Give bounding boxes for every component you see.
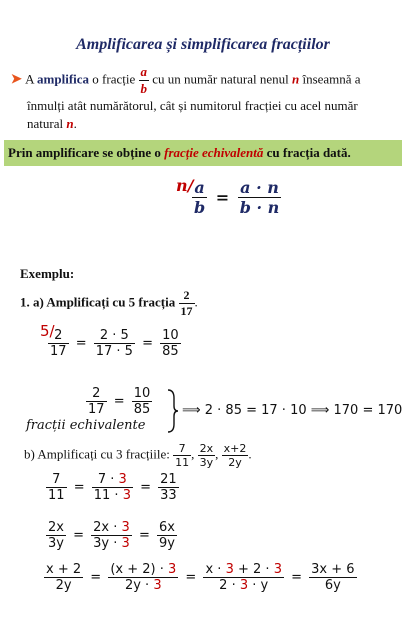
definition-band [4, 140, 402, 166]
calc3-mid-num-b: 3 [121, 520, 130, 535]
calc4-m2-num-d: 3 [273, 562, 282, 577]
ex1b-f1-den: 11 [175, 456, 190, 469]
calc3-mid-num-a: 2x · [93, 520, 118, 535]
calc4-mid-1 [108, 562, 178, 593]
ex1b-prefix: b) Amplificați cu 3 fracțiile: [24, 446, 170, 462]
band-rest: cu fracția dată. [266, 145, 351, 160]
calc3-lhs [46, 520, 66, 551]
ex1b-end: . [248, 446, 252, 462]
ex1a-dot: . [194, 294, 198, 310]
intro-after-frac: cu un număr natural nenul [152, 71, 289, 87]
intro-n-2: n [66, 116, 74, 131]
calc4-m2-num-c: + 2 · [237, 562, 270, 577]
calc1-superscript: 5/ [40, 322, 55, 340]
equiv-r-num: 10 [133, 386, 151, 401]
ex1b-f3-num: x+2 [223, 442, 247, 455]
ex1b-f2-num: 2x [199, 442, 214, 455]
intro-inseamna: înseamnă a [302, 71, 361, 87]
formula-lhs-den: b [194, 198, 206, 217]
calc3-mid-den-b: 3 [121, 536, 130, 551]
calc-2: $\frac{7}{11}$ = $\frac{7 \cdot 3}{11 \cdot 3}$ = $\frac{21}{33}$ [48, 472, 177, 503]
calc4-num: x + 2 [46, 562, 82, 577]
calc4-m2-num-a: x · [205, 562, 222, 577]
ex1a-den: 17 [180, 304, 193, 318]
calc3-mid-den-a: 3y · [93, 536, 118, 551]
intro-line3-text: natural [27, 116, 64, 131]
calc1-res-num: 10 [162, 328, 179, 343]
calc4-res-num: 3x + 6 [311, 562, 355, 577]
calc-1: 5/ $\frac{2}{17}$ = $\frac{2 \cdot 5}{17 \cdot 5}$ = $\frac{10}{85}$ [40, 322, 179, 359]
calc3-mid [91, 520, 132, 551]
ex1b-f2-den: 3y [199, 456, 214, 469]
ex1b-sep-2: , [215, 446, 219, 462]
calc4-m1-num-a: (x + 2) · [110, 562, 164, 577]
calc1-num: 2 [54, 328, 63, 343]
formula-rhs-num: a · n [240, 178, 279, 197]
calc3-result [157, 520, 177, 551]
calc4-m1-den-b: 3 [153, 578, 162, 593]
ex1b-f3-den: 2y [222, 455, 249, 469]
equiv-r-den: 85 [133, 402, 151, 417]
intro-line-1 [10, 64, 361, 97]
band-fractie-echivalenta: fracție echivalentă [164, 145, 264, 160]
calc2-res-num: 21 [160, 472, 177, 487]
calc4-m1-den-a: 2y · [124, 578, 150, 593]
calc2-mid-num-b: 3 [118, 472, 127, 487]
ex1b-f2 [198, 442, 219, 469]
example-1b [24, 442, 252, 469]
calc4-m2-den-a: 2 · [219, 578, 236, 593]
formula-rhs [238, 178, 282, 217]
calc4-mid-2 [203, 562, 284, 593]
calc4-m2-den-c: · y [252, 578, 269, 593]
calc2-mid-den-a: 11 · [93, 488, 119, 503]
ex1b-f1 [173, 442, 191, 469]
calc4-m2-den-b: 3 [239, 578, 249, 593]
example-heading: Exemplu: [20, 266, 75, 281]
calc4-lhs [44, 562, 83, 593]
ex1b-f3 [222, 442, 252, 469]
calc2-den: 11 [48, 488, 65, 503]
formula-lhs [192, 178, 207, 217]
calc3-res-num: 6x [159, 520, 175, 535]
intro-a: A [25, 71, 34, 87]
equiv-pair: $\frac{2}{17}$ = $\frac{10}{85}$ [88, 386, 151, 417]
ex1a-fraction [179, 288, 195, 319]
formula-superscript: n/ [176, 176, 194, 195]
intro-frac-den: b [140, 81, 147, 96]
calc2-mid [92, 472, 133, 503]
ex1a-num: 2 [183, 288, 190, 302]
equiv-label: fracții echivalente [26, 418, 146, 433]
equiv-l-den: 17 [88, 402, 105, 417]
calc4-m1-num-b: 3 [167, 562, 177, 577]
page-title: Amplificarea și simplificarea fracțiilor [76, 36, 330, 53]
calc3-res-den: 9y [159, 536, 175, 551]
calc1-res-den: 85 [162, 344, 179, 359]
intro-fraction-ab [139, 64, 150, 97]
calc2-mid-num-a: 7 · [97, 472, 115, 487]
calc2-num: 7 [52, 472, 61, 487]
ex1a-prefix: 1. a) Amplificați cu 5 fracția [20, 294, 176, 310]
calc1-mid [94, 328, 135, 359]
calc1-den: 17 [50, 344, 67, 359]
intro-line-3: natural n. [27, 116, 77, 131]
calc2-result [158, 472, 179, 503]
formula-lhs-num: a [194, 178, 205, 197]
calc3-num: 2x [48, 520, 64, 535]
intro-amplifica: amplifica [37, 71, 90, 87]
equiv-left [86, 386, 107, 417]
ex1b-sep-1: , [191, 446, 195, 462]
calc-4: $\frac{x + 2}{2y}$ = $\frac{(x + 2) \cdot 3}{2y \cdot 3}$ = $\frac{x \cdot 3 + 2 \cdot 3}{2 \cdot 3 \cdot y}$ = $\frac{3x + 6}{6y}$ [46, 562, 355, 593]
calc4-m2-num-b: 3 [225, 562, 234, 577]
ex1b-f1-num: 7 [178, 442, 186, 455]
calc2-lhs [46, 472, 67, 503]
calc1-mid-den: 17 · 5 [95, 344, 133, 359]
calc1-result [160, 328, 181, 359]
band-prin: Prin amplificare se obține o [8, 145, 161, 160]
calc2-mid-den-b: 3 [122, 488, 131, 503]
intro-line-2: înmulți atât numărătorul, cât și numitorul fracției cu acel număr [27, 98, 358, 113]
calc1-mid-num: 2 · 5 [99, 328, 129, 343]
right-brace-icon [166, 388, 180, 434]
formula-rhs-den: b · n [239, 198, 280, 217]
intro-o-fractie: o fracție [92, 71, 136, 87]
arrow-bullet-icon: ➤ [10, 71, 23, 88]
equiv-right [132, 386, 153, 417]
calc4-result [309, 562, 356, 593]
calc-3: $\frac{2x}{3y}$ = $\frac{2x \cdot 3}{3y \cdot 3}$ = $\frac{6x}{9y}$ [48, 520, 175, 551]
intro-n: n [291, 71, 300, 87]
equiv-check: ⟹ 2 · 85 = 17 · 10 ⟹ 170 = 170 [182, 403, 403, 418]
calc2-res-den: 33 [160, 488, 177, 503]
calc4-res-den: 6y [309, 577, 356, 593]
example-1a [20, 288, 198, 319]
calc3-den: 3y [48, 536, 64, 551]
calc4-den: 2y [44, 577, 83, 593]
amplification-formula: n/ $\frac{a}{b}$ = $\frac{a \cdot n}{b \cdot n}$ [176, 176, 280, 217]
intro-frac-num: a [140, 64, 147, 79]
equiv-l-num: 2 [92, 386, 101, 401]
